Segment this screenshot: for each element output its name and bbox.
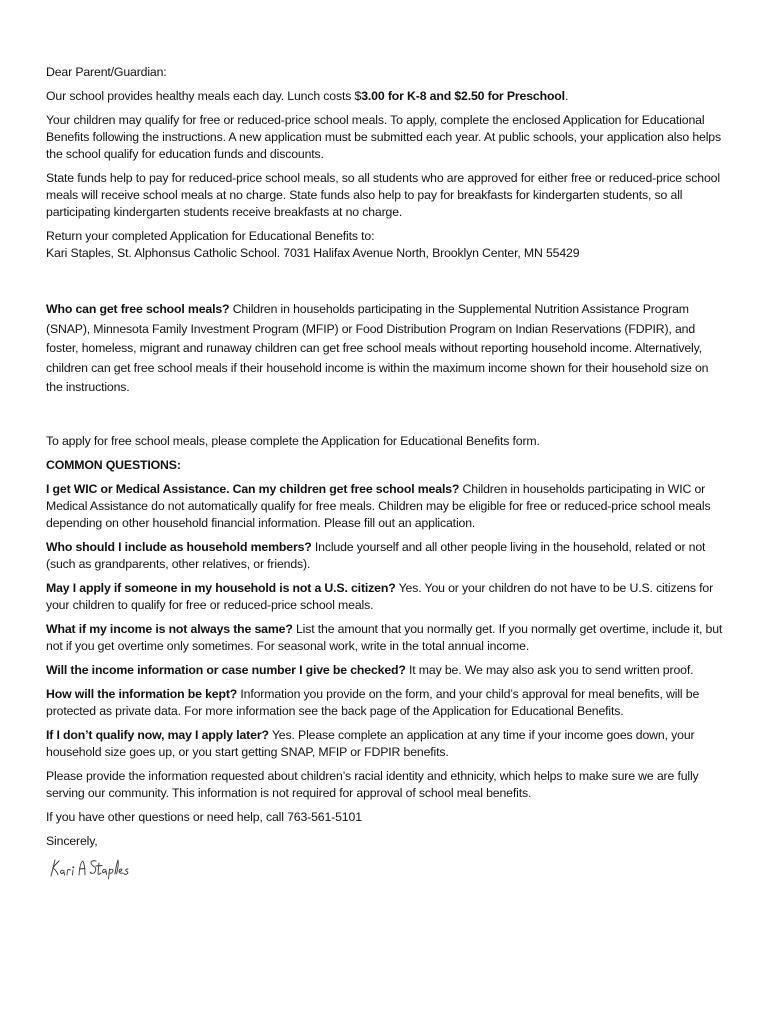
faq-question: I get WIC or Medical Assistance. Can my children get free school meals? xyxy=(46,481,460,496)
faq-answer: Yes. You or your children do not have to be U.S. citizens for your children to qualify for free or reduced-price school meals. xyxy=(46,580,714,612)
faq-question: If I don’t qualify now, may I apply later? xyxy=(46,727,269,742)
qualify-paragraph: Your children may qualify for free or reduced-price school meals. To apply, complete the enclosed Application for Educational Benefits following the instructions. A new application must be submitted each year. At public schools, your application also helps the school qualify for education funds and discounts. xyxy=(46,113,721,161)
spacer xyxy=(46,405,728,433)
who-answer: Children in households participating in the Supplemental Nutrition Assistance Program (SNAP), Minnesota Family Investment Program (MFIP) or Food Distribution Program on Indian Reservations (FDPIR), and foster, homeless, migrant and runaway children can get free school meals without reporting household income. Alternatively, children can get free school meals if their household income is within the maximum income shown for their household size on the instructions. xyxy=(46,302,709,394)
faq-item xyxy=(46,580,728,614)
return-line: Return your completed Application for Educational Benefits to: xyxy=(46,229,375,243)
contact-paragraph: If you have other questions or need help, call 763-561-5101 xyxy=(46,809,362,824)
faq-question: Who should I include as household members? xyxy=(46,539,312,554)
faq-item xyxy=(46,662,728,679)
who-question: Who can get free school meals? xyxy=(46,302,230,316)
faq-answer: Include yourself and all other people living in the household, related or not (such as grandparents, other relatives, or friends). xyxy=(46,539,706,571)
salutation: Dear Parent/Guardian: xyxy=(46,65,167,79)
signature-image xyxy=(48,854,138,880)
spacer xyxy=(46,269,728,300)
common-questions-heading xyxy=(46,457,728,474)
meal-prices: 3.00 for K-8 and $2.50 for Preschool xyxy=(361,89,565,103)
return-address: Kari Staples, St. Alphonsus Catholic School. 7031 Halifax Avenue North, Brooklyn Center, MN 55429 xyxy=(46,246,580,260)
faq-answer: Children in households participating in WIC or Medical Assistance do not automatically qualify for free meals. Children may be eligible for free or reduced-price school meals depending on other household financial information. Please fill out an application. xyxy=(46,481,711,530)
faq-answer: List the amount that you normally get. If you normally get overtime, include it, but not if you get overtime only sometimes. For seasonal work, write in the total annual income. xyxy=(46,621,723,653)
faq-answer: It may be. We may also ask you to send written proof. xyxy=(405,662,694,677)
faq-question: May I apply if someone in my household is not a U.S. citizen? xyxy=(46,580,396,595)
faq-question: What if my income is not always the same? xyxy=(46,621,293,636)
intro-suffix: . xyxy=(564,89,569,103)
closing: Sincerely, xyxy=(46,833,98,848)
intro-paragraph xyxy=(46,88,728,105)
faq-item xyxy=(46,539,728,573)
faq-question: Will the income information or case number I give be checked? xyxy=(46,662,406,677)
faq-item xyxy=(46,686,728,720)
faq-answer: Information you provide on the form, and your child’s approval for meal benefits, will be protected as private data. For more information see the back page of the Application for Educational Benefits. xyxy=(46,686,700,718)
letter-body xyxy=(46,64,728,885)
faq-item xyxy=(46,727,728,761)
apply-line: To apply for free school meals, please complete the Application for Educational Benefits form. xyxy=(46,433,540,448)
faq-list xyxy=(46,481,728,761)
faq-question: How will the information be kept? xyxy=(46,686,238,701)
intro-prefix: Our school provides healthy meals each day. Lunch costs $ xyxy=(46,89,362,103)
faq-answer: Yes. Please complete an application at any time if your income goes down, your household size goes up, or you start getting SNAP, MFIP or FDPIR benefits. xyxy=(46,727,695,759)
race-ethnicity-paragraph: Please provide the information requested about children’s racial identity and ethnicity, which helps to make sure we are fully serving our community. This information is not required for approval of school meal benefits. xyxy=(46,768,699,800)
faq-item xyxy=(46,621,728,655)
faq-item xyxy=(46,481,728,532)
who-can-get-paragraph xyxy=(46,300,728,398)
state-funds-paragraph: State funds help to pay for reduced-price school meals, so all students who are approved for either free or reduced-price school meals will receive school meals at no charge. State funds also help to pay for breakfasts for kindergarten students, so all participating kindergarten students receive breakfasts at no charge. xyxy=(46,171,720,219)
common-questions-heading-text: COMMON QUESTIONS: xyxy=(46,457,181,472)
